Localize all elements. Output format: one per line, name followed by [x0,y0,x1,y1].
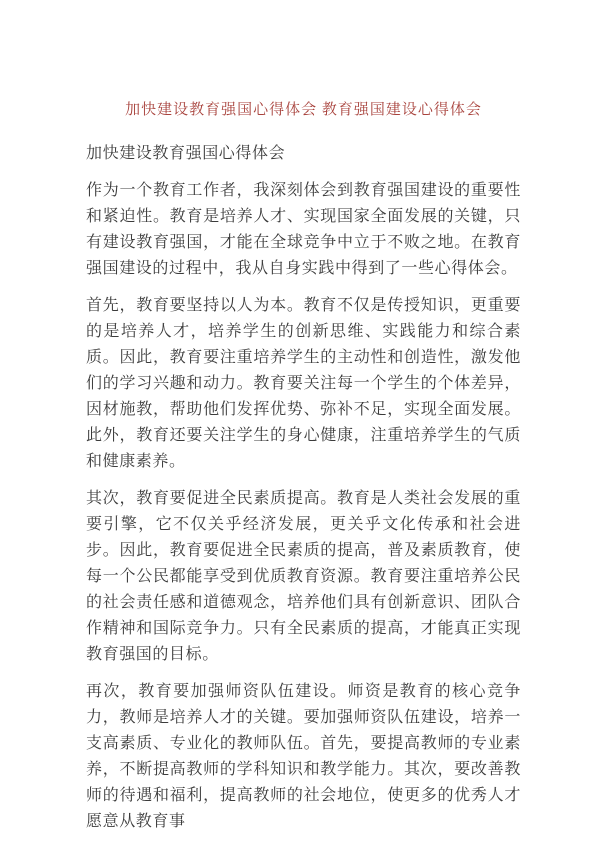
document-title: 加快建设教育强国心得体会 教育强国建设心得体会 [125,102,482,118]
document-heading: 加快建设教育强国心得体会 [86,145,286,162]
paragraph-first-point: 首先，教育要坚持以人为本。教育不仅是传授知识，更重要的是培养人才，培养学生的创新思维、实践能力和综合素质。因此，教育要注重培养学生的主动性和创造性，激发他们的学习兴趣和动力。教育要关注每一个学生的个体差异，因材施教，帮助他们发挥优势、弥补不足，实现全面发展。此外，教育还要关注学生的身心健康，注重培养学生的气质和健康素养。 [86,297,521,470]
paragraph-intro: 作为一个教育工作者，我深刻体会到教育强国建设的重要性和紧迫性。教育是培养人才、实现国家全面发展的关键，只有建设教育强国，才能在全球竞争中立于不败之地。在教育强国建设的过程中，我从自身实践中得到了一些心得体会。 [86,182,521,277]
paragraph-third-point: 再次，教育要加强师资队伍建设。师资是教育的核心竞争力，教师是培养人才的关键。要加强师资队伍建设，培养一支高素质、专业化的教师队伍。首先，要提高教师的专业素养，不断提高教师的学科知识和教学能力。其次，要改善教师的待遇和福利，提高教师的社会地位，使更多的优秀人才愿意从教育事 [86,683,521,830]
paragraph-second-point: 其次，教育要促进全民素质提高。教育是人类社会发展的重要引擎，它不仅关乎经济发展，更关乎文化传承和社会进步。因此，教育要促进全民素质的提高，普及素质教育，使每一个公民都能享受到优质教育资源。教育要注重培养公民的社会责任感和道德观念，培养他们具有创新意识、团队合作精神和国际竞争力。只有全民素质的提高，才能真正实现教育强国的目标。 [86,490,521,663]
